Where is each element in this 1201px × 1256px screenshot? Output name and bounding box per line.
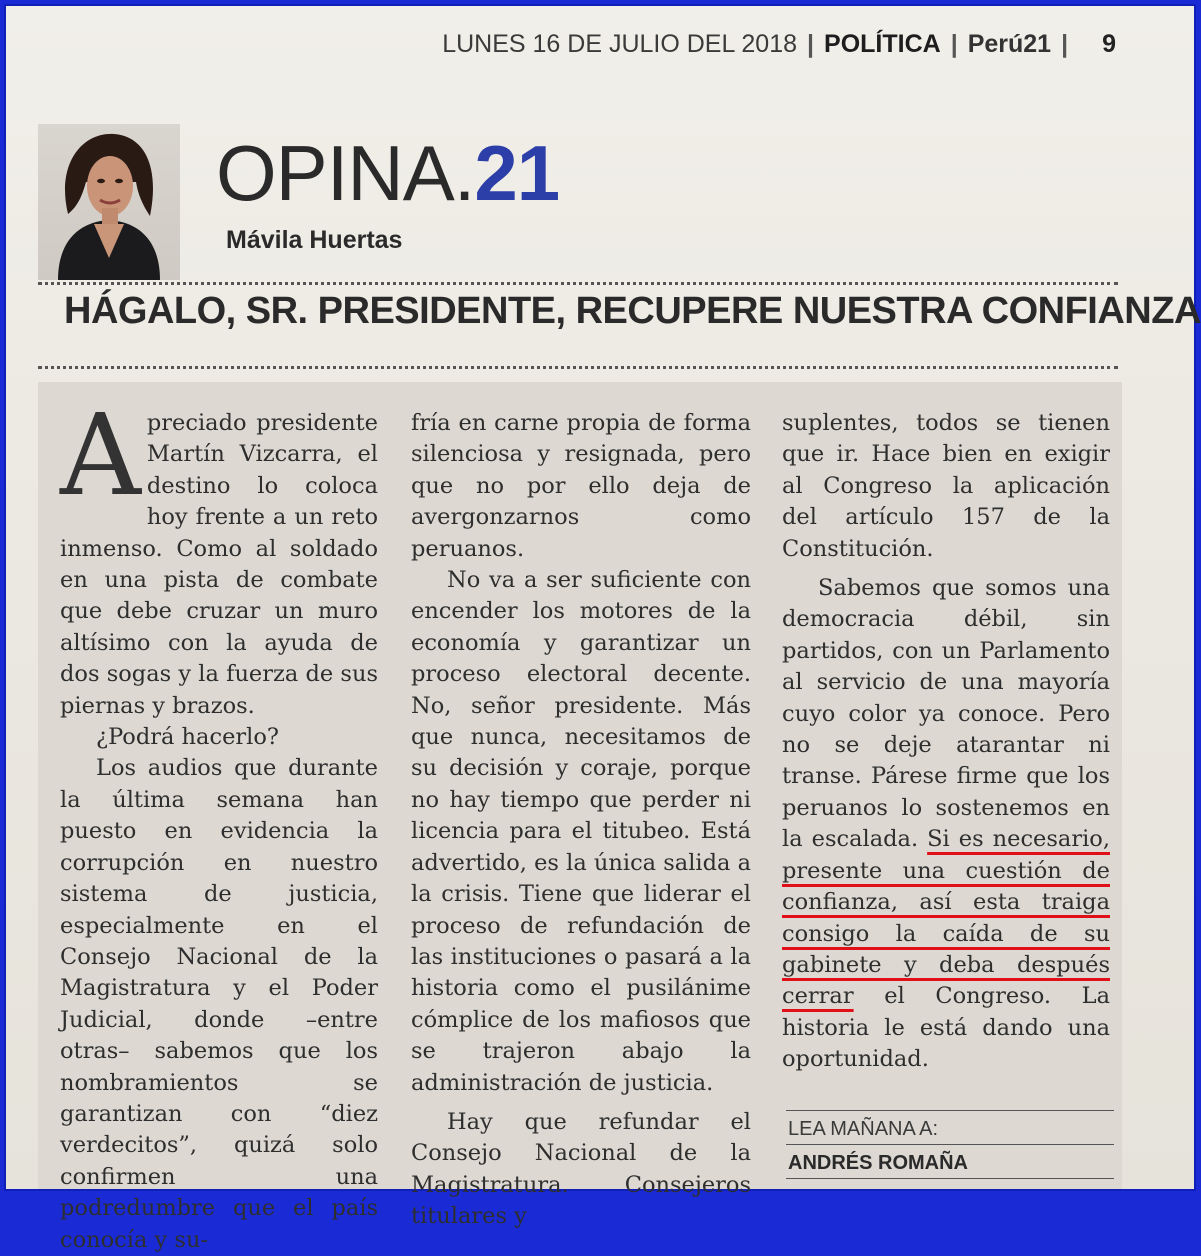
next-column-author: ANDRÉS ROMAÑA: [788, 1152, 968, 1174]
page-folio: [442, 30, 1116, 59]
article-column-3: [782, 408, 1110, 1076]
drop-cap: A: [60, 391, 141, 521]
column-title: [216, 129, 560, 217]
divider-line: [786, 1144, 1114, 1145]
column-title-number: 21: [474, 129, 560, 217]
article-paragraph: [60, 391, 378, 722]
folio-separator: |: [950, 30, 958, 58]
newspaper-page: [6, 6, 1201, 1253]
divider-line: [786, 1110, 1114, 1111]
article-paragraph: Los audios que durante la última semana han puesto en evidencia la corrupción en nuestro sistema de justicia, especialmente en el Consejo Nacional de la Magistratura y el Poder Judicial, donde –entre otras– sabemos que los nombramientos se garantizan con “diez verdecitos”, quizá solo confirmen una podredumbre que el país conocía y su-: [60, 755, 378, 1253]
screenshot-frame: [4, 4, 1201, 1253]
dotted-divider: [38, 366, 1118, 369]
article-paragraph: fría en carne propia de forma silenciosa y resignada, pero que no por ello deja de avergonzarnos como peruanos.: [411, 410, 751, 562]
article-paragraph: [782, 573, 1110, 1076]
paragraph-text: el Congreso. La historia le está dando una oportunidad.: [782, 983, 1110, 1073]
paragraph-text: preciado presidente Martín Vizcarra, el destino lo coloca hoy frente a un reto inmenso. Como al soldado en una pista de combate que debe cruzar un muro altísimo con la ayuda de dos sogas y la fuerza de sus piernas y brazos.: [60, 410, 378, 719]
article-headline: HÁGALO, SR. PRESIDENTE, RECUPERE NUESTRA CONFIANZA: [64, 290, 1201, 332]
article-paragraph: ¿Podrá hacerlo?: [96, 724, 279, 751]
issue-date: LUNES 16 DE JULIO DEL 2018: [442, 30, 798, 58]
folio-separator: |: [1061, 30, 1069, 58]
page-number: 9: [1102, 30, 1116, 58]
folio-separator: |: [807, 30, 815, 58]
paragraph-text: Sabemos que somos una democracia débil, sin partidos, con un Parlamento al servicio de una mayoría cuyo color ya conoce. Pero no se deje atarantar ni transe. Párese firme que los peruanos lo sostenemos en la escalada.: [782, 575, 1110, 853]
author-photo: [38, 124, 180, 280]
column-title-text: OPINA.: [216, 129, 475, 217]
newspaper-brand: Perú21: [967, 30, 1052, 58]
highlighted-passage: Si es necesario, presente una cuestión de confianza, así esta traiga consigo la caída de su gabinete y deba después cerrar: [782, 826, 1110, 1010]
article-column-2: [411, 408, 751, 1233]
article-paragraph: suplentes, todos se tienen que ir. Hace bien en exigir al Congreso la aplicación del artículo 157 de la Constitución.: [782, 410, 1110, 562]
dotted-divider: [38, 282, 1118, 285]
section-name: POLÍTICA: [824, 30, 941, 58]
next-column-label: LEA MAÑANA A:: [788, 1118, 939, 1140]
author-byline: Mávila Huertas: [226, 226, 403, 254]
article-paragraph: No va a ser suficiente con encender los motores de la economía y garantizar un proceso electoral decente. No, señor presidente. Más que nunca, necesitamos de su decisión y coraje, porque no hay tiempo que perder ni licencia para el titubeo. Está advertido, es la única salida a la crisis. Tiene que liderar el proceso de refundación de las instituciones o pasará a la historia como el pusilánime cómplice de los mafiosos que se trajeron abajo la administración de justicia.: [411, 567, 751, 1096]
article-column-1: [60, 391, 378, 1256]
article-paragraph: Hay que refundar el Consejo Nacional de la Magistratura. Consejeros titulares y: [411, 1108, 751, 1230]
divider-line: [786, 1178, 1114, 1179]
